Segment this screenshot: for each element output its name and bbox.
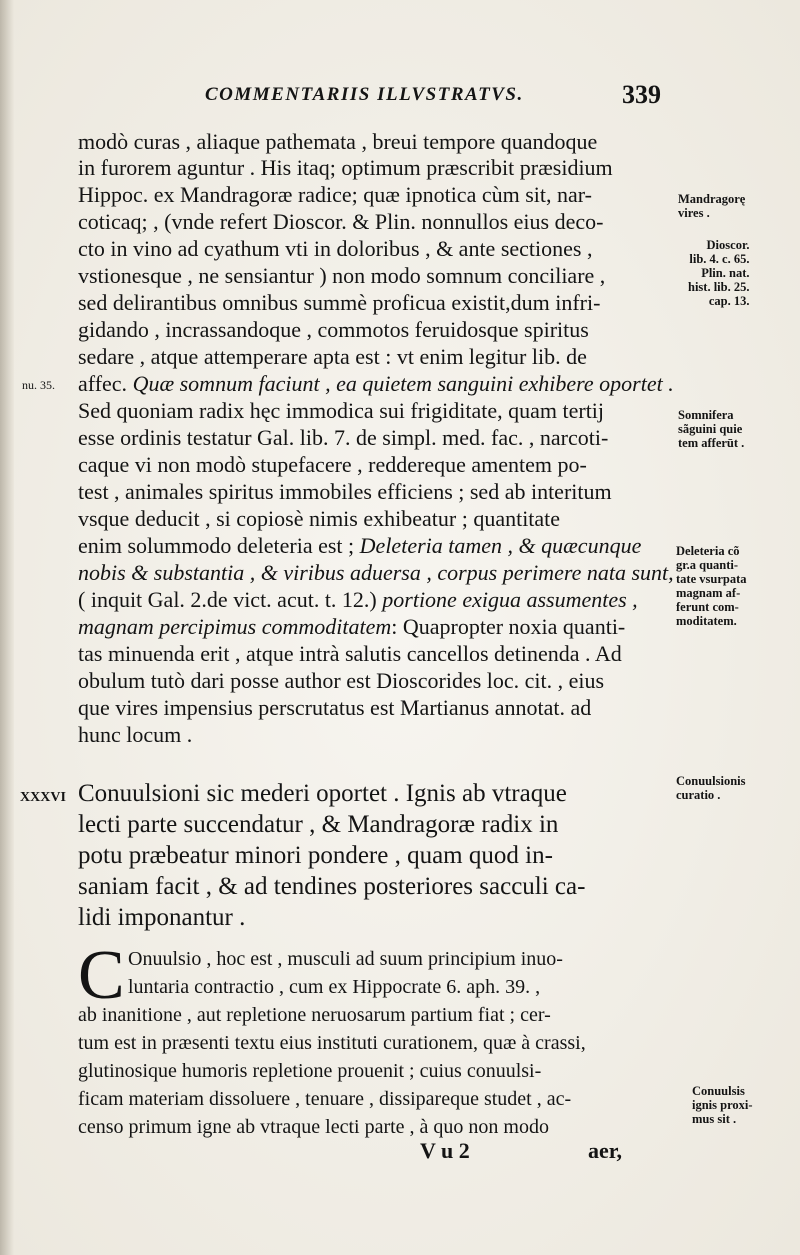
side-note-line: tate vsurpata: [676, 572, 747, 586]
side-note-line: tem afferūt .: [678, 436, 745, 450]
page-header: [0, 82, 800, 122]
text-line: [78, 613, 625, 640]
text-line: modò curas , aliaque pathemata , breui tempore quandoque: [78, 129, 598, 154]
text-line: lecti parte succendatur , & Mandragoræ radix in: [78, 811, 559, 838]
side-note-line: ferunt com-: [676, 600, 739, 614]
text-line: tum est in præsenti textu eius instituti curationem, quæ à crassi,: [78, 1032, 586, 1054]
text-fragment: ( inquit Gal. 2.de vict. acut. t. 12.): [78, 587, 383, 612]
aphorism-number: XXXVI: [20, 790, 66, 805]
side-note-line: ignis proxi-: [692, 1098, 753, 1112]
drop-cap: C: [78, 937, 125, 1014]
side-note-line: moditatem.: [676, 614, 737, 628]
signature-mark: V u 2: [420, 1138, 470, 1163]
margin-reference: nu. 35.: [22, 378, 55, 392]
text-line: Onuulsio , hoc est , musculi ad suum principium inuo-: [128, 948, 563, 970]
text-line: Sed quoniam radix hęc immodica sui frigiditate, quam tertij: [78, 398, 605, 423]
text-line: lidi imponantur .: [78, 904, 246, 931]
side-note-line: mus sit .: [692, 1112, 737, 1126]
side-note-conuulsionis: [676, 774, 745, 802]
side-note-mandragora: [678, 192, 745, 220]
text-line: glutinosique humoris repletione prouenit ; cuius conuulsi-: [78, 1060, 542, 1082]
text-line: censo primum igne ab vtraque lecti parte , à quo non modo: [78, 1116, 549, 1138]
text-line: que vires impensius perscrutatus est Martianus annotat. ad: [78, 695, 592, 720]
page-number: 339: [622, 80, 661, 109]
side-note-line: vires .: [678, 206, 710, 220]
side-note-line: gr.a quanti-: [676, 558, 739, 572]
text-line: vsque deducit , si copiosè nimis exhibeatur ; quantitate: [78, 506, 561, 531]
side-note-somnifera: [678, 408, 744, 450]
side-note-conuulsis: [692, 1084, 753, 1126]
text-line: tas minuenda erit , atque intrà salutis cancellos detinenda . Ad: [78, 641, 622, 666]
side-note-line: Conuulsionis: [676, 774, 746, 788]
side-note-line: magnam af-: [676, 586, 741, 600]
side-note-line: Plin. nat.: [701, 266, 750, 280]
italic-quotation: Deleteria tamen , & quæcunque: [359, 533, 642, 558]
text-line: in furorem aguntur . His itaq; optimum præscribit præsidium: [78, 155, 613, 180]
side-note-line: Conuulsis: [692, 1084, 745, 1098]
text-line: ficam materiam dissoluere , tenuare , dissipareque studet , ac-: [78, 1088, 572, 1110]
text-line: [78, 586, 638, 613]
text-fragment: enim solummodo deleteria est ;: [78, 533, 360, 558]
text-line: sedare , atque attemperare apta est : vt enim legitur lib. de: [78, 344, 587, 369]
side-note-line: sãguini quie: [678, 422, 743, 436]
text-line: coticaq; , (vnde refert Dioscor. & Plin. nonnullos eius deco-: [78, 209, 604, 234]
text-line: cto in vino ad cyathum vti in doloribus , & ante sectiones ,: [78, 236, 593, 261]
side-note-dioscorides: [688, 238, 749, 308]
text-fragment: affec.: [78, 371, 133, 396]
text-line: luntaria contractio , cum ex Hippocrate 6. aph. 39. ,: [128, 976, 541, 998]
text-line: [78, 370, 674, 397]
text-line: vstionesque , ne sensiantur ) non modo somnum conciliare ,: [78, 263, 606, 288]
text-line: saniam facit , & ad tendines posteriores sacculi ca-: [78, 873, 586, 900]
side-note-line: cap. 13.: [708, 294, 750, 308]
running-head: COMMENTARIIS ILLVSTRATVS.: [205, 84, 524, 105]
text-line: ab inanitione , aut repletione neruosarum partium fiat ; cer-: [78, 1004, 551, 1026]
side-note-line: hist. lib. 25.: [688, 280, 750, 294]
page-footer: [0, 1138, 800, 1168]
text-line: Conuulsioni sic mederi oportet . Ignis ab vtraque: [78, 780, 567, 807]
side-note-line: Somnifera: [678, 408, 734, 422]
side-note-line: Dioscor.: [706, 238, 750, 252]
text-line: obulum tutò dari posse author est Dioscorides loc. cit. , eius: [78, 668, 605, 693]
side-note-line: Mandragorę: [678, 192, 746, 206]
text-line: nobis & substantia , & viribus aduersa , corpus perimere nata sunt,: [78, 560, 674, 585]
text-line: esse ordinis testatur Gal. lib. 7. de simpl. med. fac. , narcoti-: [78, 425, 609, 450]
italic-quotation: Quæ somnum faciunt , ea quietem sanguini exhibere oportet .: [132, 371, 674, 396]
catchword: aer,: [588, 1138, 623, 1163]
text-line: caque vi non modò stupefacere , reddereque amentem po-: [78, 452, 587, 477]
text-fragment: : Quapropter noxia quanti-: [391, 614, 626, 639]
side-note-deleteria: [676, 544, 746, 628]
italic-quotation: magnam percipimus commoditatem: [78, 614, 392, 639]
text-line: Hippoc. ex Mandragoræ radice; quæ ipnotica cùm sit, nar-: [78, 182, 592, 207]
side-note-line: curatio .: [676, 788, 721, 802]
side-note-line: Deleteria cõ: [676, 544, 740, 558]
text-line: gidando , incrassandoque , commotos feruidosque spiritus: [78, 317, 589, 342]
italic-quotation: portione exigua assumentes ,: [382, 587, 638, 612]
text-line: [78, 532, 641, 559]
text-line: test , animales spiritus immobiles efficiens ; sed ab interitum: [78, 479, 612, 504]
text-line: potu præbeatur minori pondere , quam quod in-: [78, 842, 553, 869]
text-line: sed delirantibus omnibus summè proficua existit,dum infri-: [78, 290, 601, 315]
side-note-line: lib. 4. c. 65.: [689, 252, 750, 266]
page-gutter-shadow: [0, 0, 14, 1255]
text-line: hunc locum .: [78, 722, 193, 747]
